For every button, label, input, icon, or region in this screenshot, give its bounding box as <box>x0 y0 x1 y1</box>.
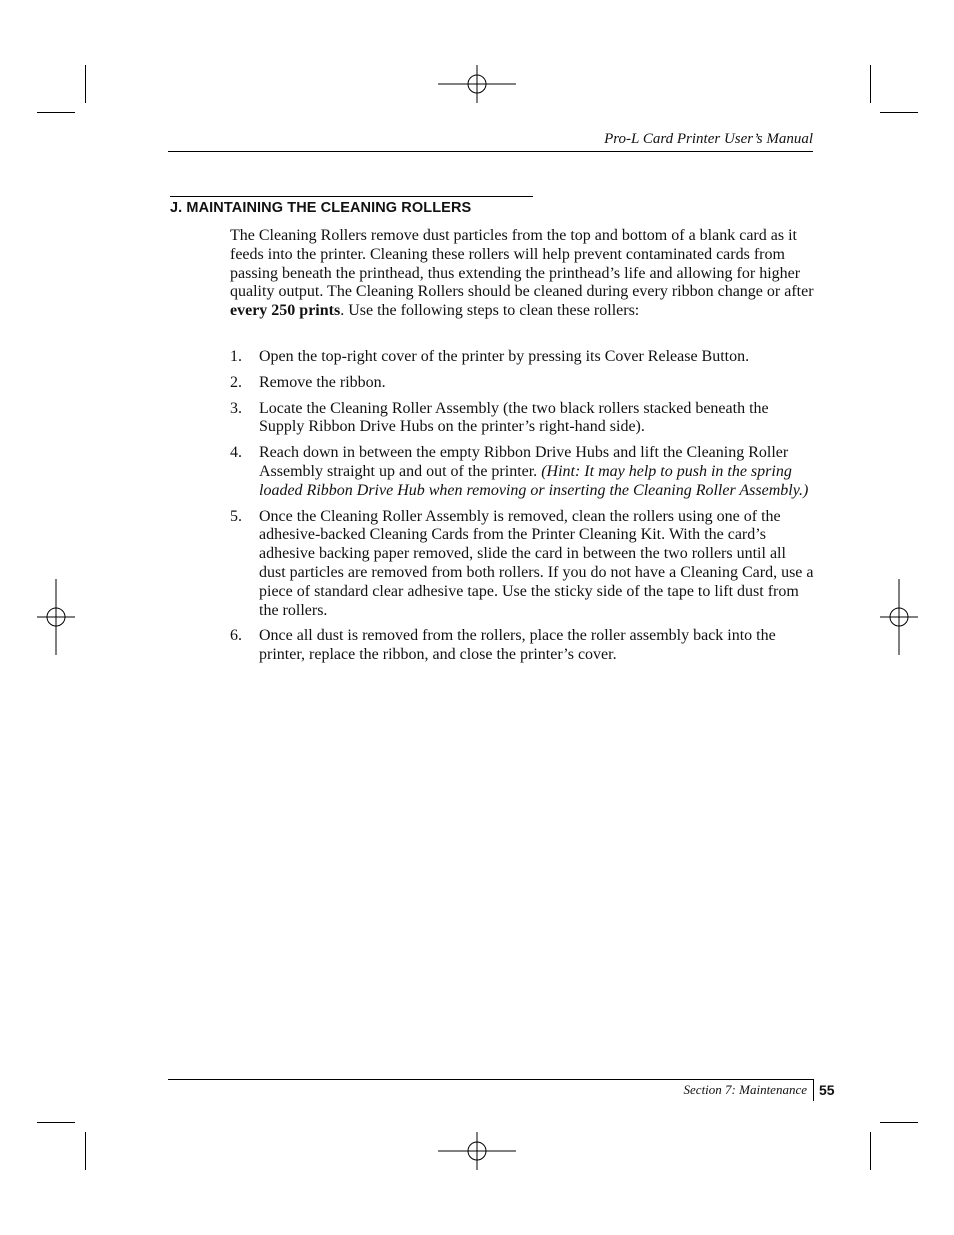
step-text: Locate the Cleaning Roller Assembly (the two black rollers stacked beneath the Supply Ribbon Drive Hubs on the printer’s right-hand side). <box>259 399 769 436</box>
steps-list <box>230 348 814 672</box>
intro-text-end: . Use the following steps to clean these rollers: <box>340 302 640 320</box>
list-item <box>230 444 814 500</box>
step-number: 3. <box>230 399 242 417</box>
step-number: 4. <box>230 444 242 462</box>
footer-section-label: Section 7: Maintenance <box>683 1082 807 1097</box>
footer-divider <box>813 1079 814 1101</box>
step-number: 1. <box>230 348 242 365</box>
step-text: Remove the ribbon. <box>259 373 386 391</box>
page-number: 55 <box>819 1082 835 1098</box>
crop-mark <box>85 65 86 103</box>
step-number: 5. <box>230 507 242 525</box>
footer-rule <box>168 1079 813 1080</box>
section-title: J. MAINTAINING THE CLEANING ROLLERS <box>170 196 533 216</box>
step-hint: (Hint: It may help to push in the spring loaded Ribbon Drive Hub when removing or inserting the Cleaning Roller Assembly.) <box>259 462 809 499</box>
step-text: Open the top-right cover of the printer by pressing its Cover Release Button. <box>259 348 750 365</box>
list-item <box>230 348 814 367</box>
list-item <box>230 508 814 621</box>
crop-mark <box>85 1132 86 1170</box>
registration-mark-icon <box>37 579 75 655</box>
registration-mark-icon <box>438 1132 516 1170</box>
registration-mark-icon <box>438 65 516 103</box>
list-item <box>230 374 814 393</box>
intro-emphasis: every 250 prints <box>230 302 341 320</box>
intro-paragraph <box>230 227 814 321</box>
running-header: Pro-L Card Printer User’s Manual <box>168 130 813 152</box>
intro-text: The Cleaning Rollers remove dust particles from the top and bottom of a blank card as it feeds into the printer. Cleaning these rollers will help prevent contaminated cards from passing beneath the printhead, thus extending the printhead’s life and allowing for higher quality output. The Cleaning Rollers should be cleaned during every ribbon change or after <box>230 227 814 301</box>
crop-mark <box>37 112 75 113</box>
step-text: Reach down in between the empty Ribbon Drive Hubs and lift the Cleaning Roller Assembly straight up and out of the printer. <box>259 444 789 480</box>
crop-mark <box>880 1122 918 1123</box>
step-text: Once all dust is removed from the rollers, place the roller assembly back into the printer, replace the ribbon, and close the printer’s cover. <box>259 627 776 664</box>
list-item <box>230 400 814 438</box>
list-item <box>230 627 814 665</box>
crop-mark <box>870 1132 871 1170</box>
registration-mark-icon <box>880 579 918 655</box>
step-number: 2. <box>230 373 242 391</box>
crop-mark <box>870 65 871 103</box>
step-number: 6. <box>230 627 242 645</box>
crop-mark <box>880 112 918 113</box>
crop-mark <box>37 1122 75 1123</box>
step-text: Once the Cleaning Roller Assembly is removed, clean the rollers using one of the adhesive-backed Cleaning Cards from the Printer Cleaning Kit. With the card’s adhesive backing paper removed, slide the card in between the two rollers until all dust particles are removed from both rollers. If you do not have a Cleaning Card, use a piece of standard clear adhesive tape. Use the sticky side of the tape to lift dust from the rollers. <box>259 507 814 619</box>
